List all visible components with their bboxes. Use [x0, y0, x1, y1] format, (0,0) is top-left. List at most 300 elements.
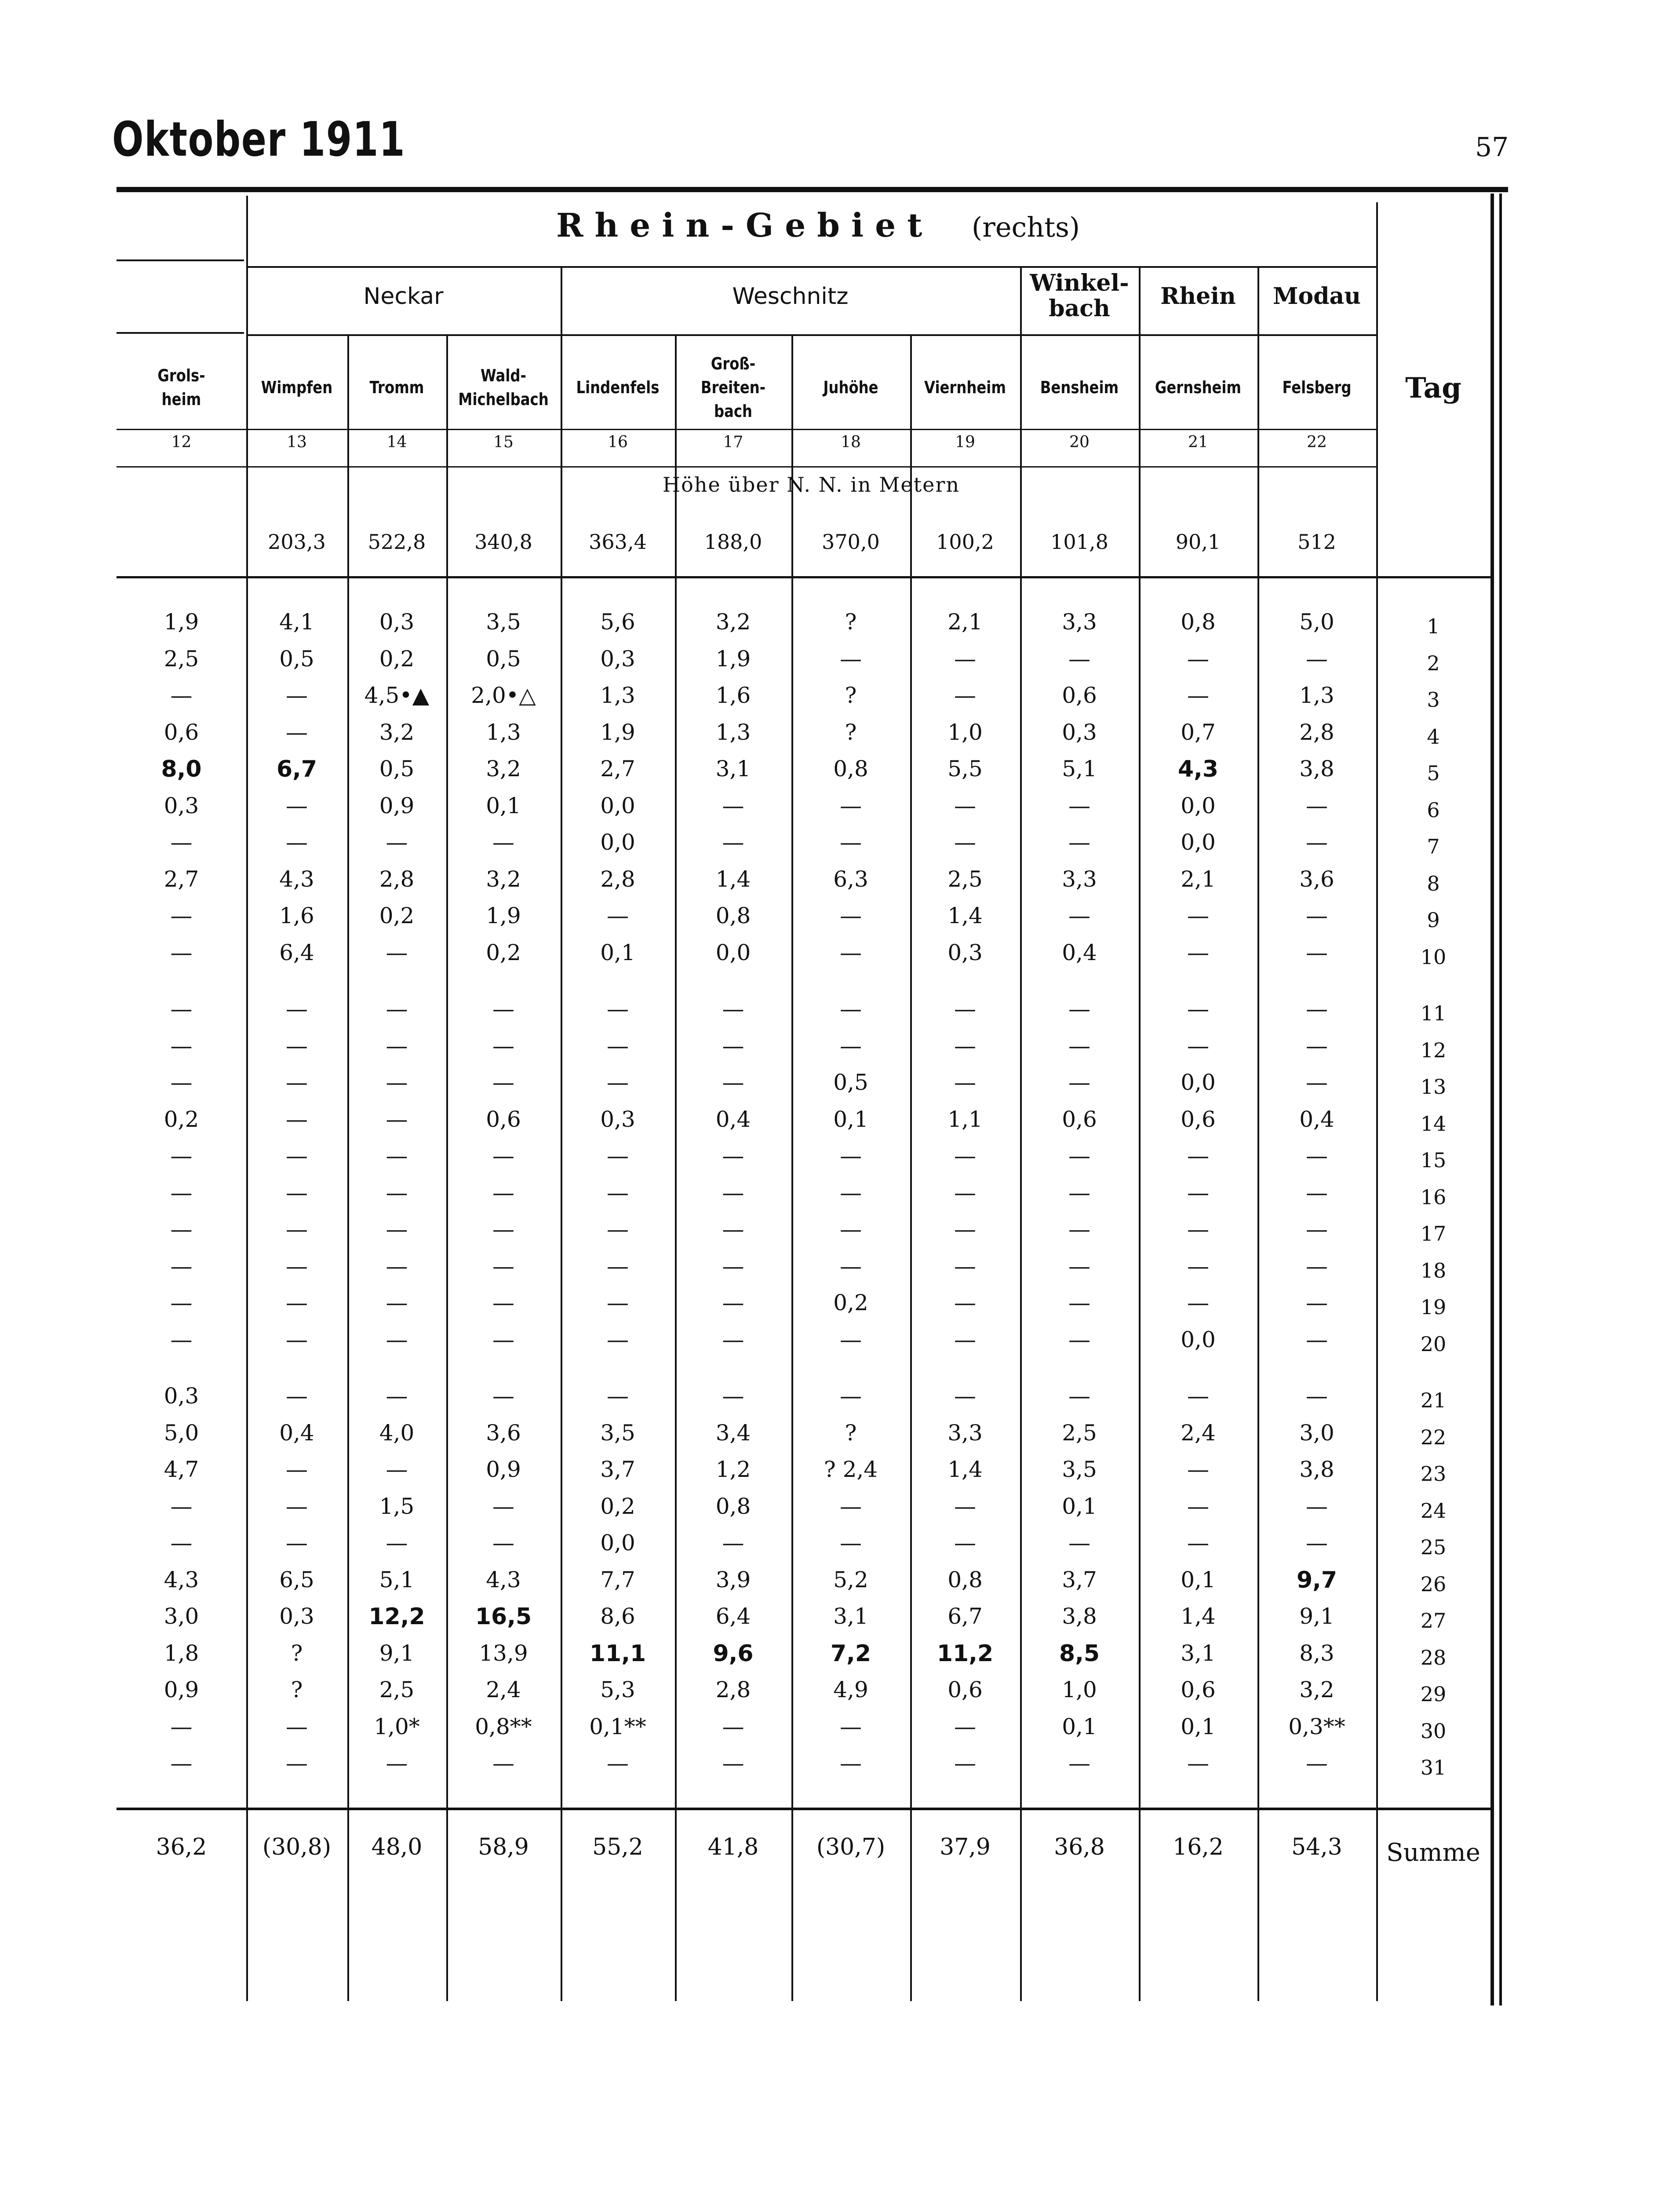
day-number: 31 [1420, 1756, 1447, 1779]
table-cell: 0,4 [715, 1106, 751, 1132]
table-cell: — [1187, 1750, 1209, 1776]
table-cell: 0,8 [948, 1567, 983, 1593]
table-cell: — [1306, 1326, 1328, 1352]
station-elevation: 512 [1297, 530, 1336, 554]
table-cell: — [1187, 1143, 1209, 1169]
day-number: 2 [1427, 651, 1440, 675]
station-elevation: 203,3 [268, 530, 326, 554]
table-cell: — [607, 1750, 629, 1776]
table-cell: 0,0 [600, 829, 635, 855]
table-cell: — [1187, 903, 1209, 928]
table-cell: — [722, 1713, 744, 1739]
table-cell: — [1068, 1530, 1090, 1556]
day-number: 28 [1420, 1645, 1447, 1669]
table-cell: 1,2 [715, 1457, 751, 1482]
table-cell: 0,3 [279, 1604, 314, 1629]
table-cell: — [170, 1530, 193, 1556]
table-cell: — [170, 903, 193, 928]
sum-cell: 41,8 [707, 1834, 759, 1860]
station-number: 18 [841, 433, 861, 451]
table-cell: — [954, 829, 976, 855]
table-cell: — [840, 1143, 862, 1169]
table-cell: 9,6 [713, 1640, 754, 1667]
table-cell: 7,2 [830, 1640, 871, 1667]
table-cell: — [722, 1530, 744, 1556]
table-cell: 1,0 [948, 719, 983, 745]
table-cell: 5,2 [833, 1567, 868, 1593]
column-divider [1020, 266, 1022, 2001]
table-cell: — [840, 646, 862, 672]
table-cell: 3,2 [486, 866, 521, 892]
table-cell: 0,2 [379, 646, 415, 672]
table-cell: — [1068, 1750, 1090, 1776]
table-cell: — [840, 1326, 862, 1352]
table-cell: 2,5 [379, 1677, 415, 1702]
table-cell: 0,2 [379, 903, 415, 928]
station-name: Lindenfels [576, 378, 660, 397]
table-cell: — [1068, 1326, 1090, 1352]
table-cell: — [954, 1253, 976, 1279]
table-cell: 4,3 [486, 1567, 521, 1593]
table-cell: — [286, 1750, 308, 1776]
table-cell: — [1187, 646, 1209, 672]
table-cell: — [722, 996, 744, 1022]
table-cell: — [722, 793, 744, 818]
table-cell: 3,8 [1062, 1604, 1097, 1629]
table-cell: — [954, 646, 976, 672]
table-cell: 3,7 [600, 1457, 635, 1482]
table-cell: 0,1 [833, 1106, 868, 1132]
table-cell: — [1306, 1180, 1328, 1205]
table-cell: — [170, 1750, 193, 1776]
day-number: 18 [1420, 1258, 1447, 1282]
day-number: 19 [1420, 1295, 1447, 1319]
table-cell: — [170, 1326, 193, 1352]
rule-line [246, 334, 1376, 336]
table-cell: — [386, 1326, 408, 1352]
day-number: 24 [1420, 1498, 1447, 1523]
table-cell: — [492, 1253, 514, 1279]
table-cell: 0,1 [1062, 1493, 1097, 1519]
table-cell: — [1187, 996, 1209, 1022]
table-cell: 0,5 [486, 646, 521, 672]
table-cell: — [1187, 1216, 1209, 1242]
table-cell: 5,3 [600, 1677, 635, 1702]
day-number: 16 [1420, 1185, 1447, 1209]
station-number: 17 [723, 433, 743, 451]
table-cell: 0,5 [833, 1070, 868, 1095]
table-cell: 0,7 [1181, 719, 1216, 745]
day-number: 25 [1420, 1535, 1447, 1559]
day-number: 21 [1420, 1388, 1447, 1412]
table-cell: 0,4 [1299, 1106, 1334, 1132]
table-cell: ? [845, 719, 857, 745]
table-cell: 2,5 [164, 646, 199, 672]
day-number: 15 [1420, 1148, 1447, 1172]
table-cell: — [492, 1750, 514, 1776]
station-elevation: 340,8 [474, 530, 532, 554]
table-cell: — [1187, 939, 1209, 965]
table-cell: 16,5 [475, 1604, 532, 1630]
table-cell: — [607, 1180, 629, 1205]
table-cell: 0,3 [164, 1383, 199, 1409]
table-cell: — [1306, 829, 1328, 855]
table-cell: — [1306, 1750, 1328, 1776]
table-cell: 5,0 [1299, 609, 1334, 635]
table-cell: — [1068, 1143, 1090, 1169]
station-name: Grols- heim [157, 366, 205, 409]
table-cell: — [286, 829, 308, 855]
station-elevation: 370,0 [822, 530, 880, 554]
basin-header: Weschnitz [732, 283, 849, 310]
table-cell: 4,1 [279, 609, 314, 635]
table-cell: 0,0 [1181, 1070, 1216, 1095]
table-cell: — [492, 1493, 514, 1519]
table-cell: 0,3** [1288, 1713, 1345, 1739]
table-cell: — [286, 1326, 308, 1352]
table-cell: 3,6 [486, 1420, 521, 1446]
sum-cell: 55,2 [592, 1834, 643, 1860]
sum-cell: 37,9 [940, 1834, 991, 1860]
table-cell: 2,4 [486, 1677, 521, 1702]
table-cell: — [840, 1033, 862, 1059]
table-cell: 1,9 [715, 646, 751, 672]
table-cell: — [722, 1216, 744, 1242]
table-cell: — [1187, 1180, 1209, 1205]
table-cell: 6,7 [948, 1604, 983, 1629]
table-cell: 1,1 [948, 1106, 983, 1132]
sum-cell: (30,7) [816, 1834, 886, 1860]
table-cell: — [386, 996, 408, 1022]
table-cell: — [1068, 1033, 1090, 1059]
table-cell: 0,0 [600, 793, 635, 818]
table-cell: — [1306, 1493, 1328, 1519]
column-divider [561, 266, 562, 2001]
table-cell: 11,1 [589, 1640, 646, 1667]
station-number: 12 [171, 433, 192, 451]
table-cell: — [840, 939, 862, 965]
table-cell: 0,9 [486, 1457, 521, 1482]
table-cell: 3,9 [715, 1567, 751, 1593]
region-title: Rhein-Gebiet [556, 207, 934, 245]
table-cell: — [1068, 1216, 1090, 1242]
table-cell: — [722, 1290, 744, 1315]
day-number: 23 [1420, 1462, 1447, 1486]
table-cell: 2,8 [1299, 719, 1334, 745]
table-cell: 7,7 [600, 1567, 635, 1593]
table-cell: 1,4 [948, 1457, 983, 1482]
table-cell: 1,3 [600, 683, 635, 708]
table-cell: — [492, 829, 514, 855]
table-cell: — [954, 1326, 976, 1352]
table-cell: — [840, 1253, 862, 1279]
station-number: 19 [955, 433, 975, 451]
station-elevation: 522,8 [368, 530, 426, 554]
table-cell: — [286, 1070, 308, 1095]
station-number: 16 [608, 433, 628, 451]
table-cell: — [722, 1143, 744, 1169]
table-cell: 3,5 [1062, 1457, 1097, 1482]
table-cell: 0,1 [1181, 1567, 1216, 1593]
table-cell: 3,7 [1062, 1567, 1097, 1593]
table-cell: — [286, 1457, 308, 1482]
station-number: 15 [493, 433, 514, 451]
table-cell: 1,9 [600, 719, 635, 745]
day-number: 17 [1420, 1222, 1447, 1246]
table-cell: 1,3 [486, 719, 521, 745]
sum-cell: 58,9 [478, 1834, 529, 1860]
table-cell: — [840, 903, 862, 928]
day-number: 3 [1427, 688, 1440, 712]
day-number: 5 [1427, 761, 1440, 785]
day-number: 11 [1420, 1001, 1447, 1025]
table-cell: — [1306, 793, 1328, 818]
table-cell: 0,1 [486, 793, 521, 818]
table-cell: — [954, 1033, 976, 1059]
table-cell: 4,3 [279, 866, 314, 892]
table-cell: 0,1 [1062, 1713, 1097, 1739]
table-cell: — [1306, 903, 1328, 928]
table-cell: 2,8 [600, 866, 635, 892]
table-cell: 4,0 [379, 1420, 415, 1446]
table-cell: — [286, 1180, 308, 1205]
table-cell: 2,1 [948, 609, 983, 635]
day-number: 29 [1420, 1682, 1447, 1706]
sum-cell: 16,2 [1173, 1834, 1224, 1860]
table-cell: 0,2 [164, 1106, 199, 1132]
table-cell: 3,8 [1299, 1457, 1334, 1482]
station-number: 14 [386, 433, 407, 451]
table-cell: — [286, 719, 308, 745]
table-cell: — [954, 1530, 976, 1556]
table-cell: — [492, 1290, 514, 1315]
table-cell: — [386, 1106, 408, 1132]
table-cell: — [1068, 1383, 1090, 1409]
table-cell: 0,8 [715, 903, 751, 928]
day-number: 10 [1420, 945, 1447, 969]
table-cell: 6,4 [715, 1604, 751, 1629]
table-cell: 0,1 [600, 939, 635, 965]
table-cell: — [386, 1457, 408, 1482]
table-cell: — [954, 1180, 976, 1205]
sum-cell: (30,8) [262, 1834, 332, 1860]
table-cell: — [954, 996, 976, 1022]
table-cell: — [492, 1033, 514, 1059]
table-cell: 0,6 [1181, 1106, 1216, 1132]
table-cell: — [954, 1750, 976, 1776]
table-cell: 5,5 [948, 756, 983, 782]
table-cell: — [170, 1713, 193, 1739]
table-cell: 0,2 [486, 939, 521, 965]
table-cell: — [170, 1033, 193, 1059]
table-cell: 0,0 [715, 939, 751, 965]
table-cell: 13,9 [479, 1640, 528, 1666]
table-cell: 0,0 [1181, 793, 1216, 818]
day-number: 6 [1427, 798, 1440, 822]
table-cell: — [286, 1530, 308, 1556]
table-cell: — [1187, 1530, 1209, 1556]
table-cell: 0,3 [948, 939, 983, 965]
station-name: Juhöhe [823, 378, 878, 397]
table-cell: 9,1 [379, 1640, 415, 1666]
table-cell: 0,4 [279, 1420, 314, 1446]
table-cell: — [607, 1326, 629, 1352]
table-cell: 0,5 [279, 646, 314, 672]
table-cell: — [607, 1253, 629, 1279]
table-cell: — [1306, 939, 1328, 965]
table-cell: — [492, 1326, 514, 1352]
sum-rule [117, 1808, 1493, 1810]
table-cell: — [1068, 793, 1090, 818]
table-cell: — [170, 829, 193, 855]
day-number: 4 [1427, 724, 1440, 749]
table-cell: — [1068, 1290, 1090, 1315]
table-cell: — [1068, 903, 1090, 928]
table-cell: — [492, 1143, 514, 1169]
table-cell: 8,5 [1059, 1640, 1100, 1667]
table-cell: 0,6 [1181, 1677, 1216, 1702]
table-cell: — [1068, 829, 1090, 855]
table-cell: 4,5•▲ [364, 683, 430, 708]
table-cell: 2,5 [948, 866, 983, 892]
station-name: Bensheim [1040, 378, 1119, 397]
table-cell: — [1187, 683, 1209, 708]
table-cell: 1,6 [715, 683, 751, 708]
table-cell: — [1306, 1530, 1328, 1556]
table-cell: — [170, 683, 193, 708]
day-number: 9 [1427, 908, 1440, 932]
table-cell: — [1306, 1216, 1328, 1242]
table-cell: ? [291, 1677, 303, 1702]
table-cell: — [286, 1493, 308, 1519]
day-number: 8 [1427, 871, 1440, 895]
table-cell: — [386, 1750, 408, 1776]
table-cell: — [954, 1143, 976, 1169]
table-cell: ? [845, 683, 857, 708]
table-cell: — [722, 1383, 744, 1409]
table-cell: 4,7 [164, 1457, 199, 1482]
table-cell: — [607, 1033, 629, 1059]
table-cell: — [1187, 1383, 1209, 1409]
table-cell: 5,1 [1062, 756, 1097, 782]
station-name: Groß- Breiten- bach [700, 354, 766, 421]
day-number: 7 [1427, 835, 1440, 858]
table-cell: — [170, 996, 193, 1022]
sum-cell: 48,0 [371, 1834, 423, 1860]
station-name: Tromm [369, 378, 424, 397]
table-cell: 3,3 [1062, 866, 1097, 892]
table-cell: — [954, 793, 976, 818]
table-cell: — [286, 683, 308, 708]
tag-header: Tag [1405, 372, 1461, 405]
table-cell: — [607, 1290, 629, 1315]
basin-header: Winkel- bach [1030, 270, 1129, 322]
table-cell: 0,8** [475, 1713, 532, 1739]
table-cell: 8,0 [161, 756, 202, 782]
table-cell: ? [845, 1420, 857, 1446]
table-cell: 0,6 [1062, 683, 1097, 708]
table-cell: 0,8 [1181, 609, 1216, 635]
day-number: 13 [1420, 1075, 1447, 1099]
day-number: 1 [1427, 614, 1440, 638]
table-cell: 0,6 [164, 719, 199, 745]
table-cell: — [722, 1033, 744, 1059]
sum-cell: 36,8 [1054, 1834, 1105, 1860]
table-cell: 0,5 [379, 756, 415, 782]
table-cell: — [386, 1253, 408, 1279]
table-cell: — [1306, 996, 1328, 1022]
table-cell: 3,3 [1062, 609, 1097, 635]
station-number: 21 [1188, 433, 1208, 451]
table-cell: — [840, 829, 862, 855]
page-title: Oktober 1911 [112, 112, 406, 167]
sum-cell: 54,3 [1291, 1834, 1342, 1860]
table-cell: — [492, 1216, 514, 1242]
table-cell: — [1187, 1493, 1209, 1519]
table-cell: — [722, 1326, 744, 1352]
table-cell: 0,8 [833, 756, 868, 782]
table-cell: 0,3 [600, 1106, 635, 1132]
table-cell: 0,3 [1062, 719, 1097, 745]
page-number: 57 [1475, 132, 1509, 163]
table-cell: — [1068, 996, 1090, 1022]
table-cell: — [722, 1253, 744, 1279]
table-cell: 1,4 [1181, 1604, 1216, 1629]
rule-line [117, 466, 1376, 468]
table-cell: — [1187, 1290, 1209, 1315]
table-cell: — [492, 1070, 514, 1095]
table-cell: — [170, 939, 193, 965]
table-cell: — [840, 1750, 862, 1776]
table-cell: — [840, 1493, 862, 1519]
table-cell: — [1306, 1033, 1328, 1059]
table-cell: — [1306, 1070, 1328, 1095]
station-elevation: 188,0 [704, 530, 762, 554]
table-cell: — [607, 903, 629, 928]
station-number: 13 [287, 433, 307, 451]
table-cell: — [1306, 1143, 1328, 1169]
table-cell: — [954, 1713, 976, 1739]
table-cell: — [386, 1180, 408, 1205]
table-cell: — [1187, 1253, 1209, 1279]
station-name: Felsberg [1282, 378, 1352, 397]
station-name: Wimpfen [261, 378, 333, 397]
table-cell: 0,3 [600, 646, 635, 672]
table-cell: 4,3 [164, 1567, 199, 1593]
table-cell: — [492, 1530, 514, 1556]
table-cell: — [386, 1383, 408, 1409]
table-cell: 0,0 [1181, 1326, 1216, 1352]
table-cell: — [954, 1383, 976, 1409]
table-cell: 0,8 [715, 1493, 751, 1519]
column-divider [1257, 266, 1259, 2001]
day-number: 14 [1420, 1111, 1447, 1136]
table-cell: 2,5 [1062, 1420, 1097, 1446]
table-cell: 2,8 [715, 1677, 751, 1702]
table-cell: — [386, 1530, 408, 1556]
table-cell: — [286, 1383, 308, 1409]
table-cell: — [840, 1713, 862, 1739]
table-cell: — [1068, 1070, 1090, 1095]
table-cell: — [840, 996, 862, 1022]
table-cell: 1,4 [715, 866, 751, 892]
table-cell: 4,9 [833, 1677, 868, 1702]
table-cell: — [1187, 1033, 1209, 1059]
table-cell: — [492, 1180, 514, 1205]
table-cell: 2,7 [164, 866, 199, 892]
table-cell: 2,1 [1181, 866, 1216, 892]
table-cell: — [954, 1216, 976, 1242]
